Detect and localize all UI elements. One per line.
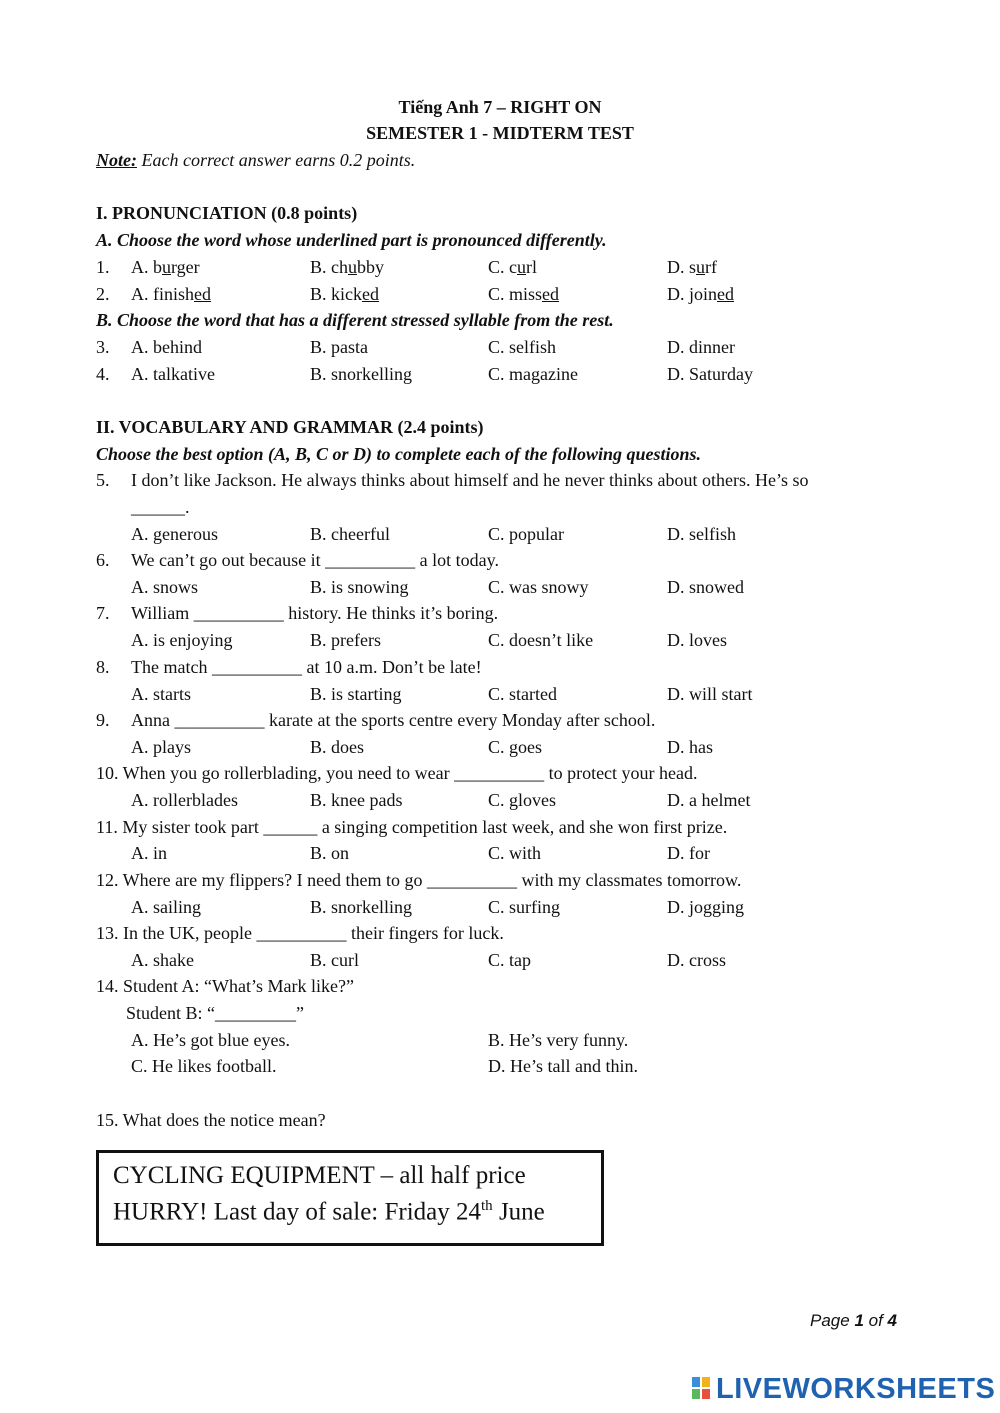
option-c: C. with — [488, 843, 542, 863]
question-3 — [96, 337, 916, 363]
question-4 — [96, 364, 916, 390]
question-stem: William __________ history. He thinks it’s boring. — [131, 603, 499, 623]
test-title: Tiếng Anh 7 – RIGHT ON — [398, 97, 602, 117]
question-number: 9. — [96, 710, 110, 730]
option-c: C. magazine — [488, 364, 578, 384]
question-stem: We can’t go out because it __________ a lot today. — [131, 550, 499, 570]
option-b: B. cheerful — [310, 524, 390, 544]
option-a: A. in — [131, 843, 167, 863]
option-c: C. popular — [488, 524, 564, 544]
option-c: C. goes — [488, 737, 542, 757]
question-stem: 12. Where are my flippers? I need them to go __________ with my classmates tomorrow. — [96, 870, 742, 890]
logo-text: LIVEWORKSHEETS — [716, 1373, 996, 1405]
question-5-options — [96, 524, 916, 550]
question-number: 4. — [96, 364, 110, 384]
question-9 — [96, 710, 916, 736]
option-a: A. plays — [131, 737, 191, 757]
question-14 — [96, 976, 916, 1002]
question-5-stem-cont — [96, 497, 916, 523]
option-b: B. kicked — [310, 284, 379, 304]
question-5 — [96, 470, 916, 496]
option-c: C. selfish — [488, 337, 557, 357]
question-12 — [96, 870, 916, 896]
option-b: B. prefers — [310, 630, 381, 650]
notice-line-2: HURRY! Last day of sale: Friday 24th June — [113, 1198, 545, 1226]
question-1 — [96, 257, 916, 283]
logo-icon — [692, 1377, 712, 1401]
question-stem-cont: Student B: “_________” — [126, 1003, 304, 1023]
question-10-options — [96, 790, 916, 816]
option-d: D. snowed — [667, 577, 744, 597]
question-2 — [96, 284, 916, 310]
option-d: D. a helmet — [667, 790, 751, 810]
question-6-options — [96, 577, 916, 603]
section-1-part-a: A. Choose the word whose underlined part is pronounced differently. — [96, 230, 607, 250]
option-d: D. will start — [667, 684, 753, 704]
question-stem: 13. In the UK, people __________ their fingers for luck. — [96, 923, 504, 943]
option-c: C. tap — [488, 950, 531, 970]
option-a: A. He’s got blue eyes. — [131, 1030, 290, 1050]
question-number: 6. — [96, 550, 110, 570]
option-d: D. jogging — [667, 897, 745, 917]
option-b: B. knee pads — [310, 790, 403, 810]
question-stem: 15. What does the notice mean? — [96, 1110, 326, 1130]
option-b: B. pasta — [310, 337, 368, 357]
question-7 — [96, 603, 916, 629]
option-c: C. started — [488, 684, 557, 704]
question-6 — [96, 550, 916, 576]
question-10 — [96, 763, 916, 789]
option-a: A. finished — [131, 284, 211, 304]
section-1-heading: I. PRONUNCIATION (0.8 points) — [96, 203, 358, 223]
question-number: 2. — [96, 284, 110, 304]
question-number: 8. — [96, 657, 110, 677]
question-14-options-2 — [96, 1056, 916, 1082]
option-d: D. for — [667, 843, 710, 863]
option-c: C. surfing — [488, 897, 560, 917]
question-13-options — [96, 950, 916, 976]
option-d: D. cross — [667, 950, 726, 970]
question-number: 5. — [96, 470, 110, 490]
question-9-options — [96, 737, 916, 763]
option-d: D. loves — [667, 630, 727, 650]
page-number: Page 1 of 4 — [810, 1311, 897, 1330]
option-a: A. snows — [131, 577, 199, 597]
option-a: A. is enjoying — [131, 630, 233, 650]
question-12-options — [96, 897, 916, 923]
option-a: A. shake — [131, 950, 194, 970]
option-c: C. doesn’t like — [488, 630, 594, 650]
option-a: A. generous — [131, 524, 218, 544]
question-number: 7. — [96, 603, 110, 623]
option-b: B. snorkelling — [310, 897, 412, 917]
option-b: B. is starting — [310, 684, 402, 704]
question-13 — [96, 923, 916, 949]
note-line — [96, 150, 415, 171]
test-subtitle: SEMESTER 1 - MIDTERM TEST — [366, 123, 634, 143]
question-7-options — [96, 630, 916, 656]
option-a: A. behind — [131, 337, 202, 357]
notice-box — [96, 1150, 604, 1246]
question-stem: Anna __________ karate at the sports centre every Monday after school. — [131, 710, 656, 730]
question-14-options-1 — [96, 1030, 916, 1056]
option-d: D. dinner — [667, 337, 735, 357]
question-stem: 11. My sister took part ______ a singing competition last week, and she won first prize. — [96, 817, 728, 837]
question-11-options — [96, 843, 916, 869]
question-15 — [96, 1110, 916, 1136]
option-b: B. does — [310, 737, 364, 757]
option-b: B. curl — [310, 950, 359, 970]
option-d: D. surf — [667, 257, 718, 277]
option-d: D. has — [667, 737, 713, 757]
question-8-options — [96, 684, 916, 710]
option-c: C. missed — [488, 284, 560, 304]
option-b: B. chubby — [310, 257, 384, 277]
section-2-heading: II. VOCABULARY AND GRAMMAR (2.4 points) — [96, 417, 484, 437]
question-number: 1. — [96, 257, 110, 277]
option-d: D. joined — [667, 284, 735, 304]
section-2-instruction: Choose the best option (A, B, C or D) to complete each of the following questions. — [96, 444, 702, 464]
notice-line-1: CYCLING EQUIPMENT – all half price — [113, 1162, 526, 1189]
option-b: B. snorkelling — [310, 364, 412, 384]
question-8 — [96, 657, 916, 683]
question-stem: The match __________ at 10 a.m. Don’t be late! — [131, 657, 482, 677]
option-c: C. curl — [488, 257, 537, 277]
question-11 — [96, 817, 916, 843]
option-d: D. selfish — [667, 524, 736, 544]
section-1-part-b: B. Choose the word that has a different stressed syllable from the rest. — [96, 310, 614, 330]
note-text: Each correct answer earns 0.2 points. — [136, 150, 416, 170]
option-d: D. He’s tall and thin. — [488, 1056, 638, 1076]
question-14-line-2 — [96, 1003, 916, 1029]
option-b: B. is snowing — [310, 577, 409, 597]
question-stem: I don’t like Jackson. He always thinks about himself and he never thinks about others. He’s so — [131, 470, 809, 490]
question-stem: 14. Student A: “What’s Mark like?” — [96, 976, 354, 996]
option-b: B. He’s very funny. — [488, 1030, 629, 1050]
note-label: Note: — [96, 150, 137, 170]
option-a: A. talkative — [131, 364, 215, 384]
option-b: B. on — [310, 843, 350, 863]
question-stem: 10. When you go rollerblading, you need to wear __________ to protect your head. — [96, 763, 698, 783]
option-a: A. sailing — [131, 897, 201, 917]
option-c: C. was snowy — [488, 577, 589, 597]
option-c: C. He likes football. — [131, 1056, 277, 1076]
option-d: D. Saturday — [667, 364, 753, 384]
option-a: A. starts — [131, 684, 191, 704]
option-a: A. burger — [131, 257, 200, 277]
option-c: C. gloves — [488, 790, 557, 810]
question-number: 3. — [96, 337, 110, 357]
answer-blank: ______. — [131, 497, 190, 517]
option-a: A. rollerblades — [131, 790, 238, 810]
